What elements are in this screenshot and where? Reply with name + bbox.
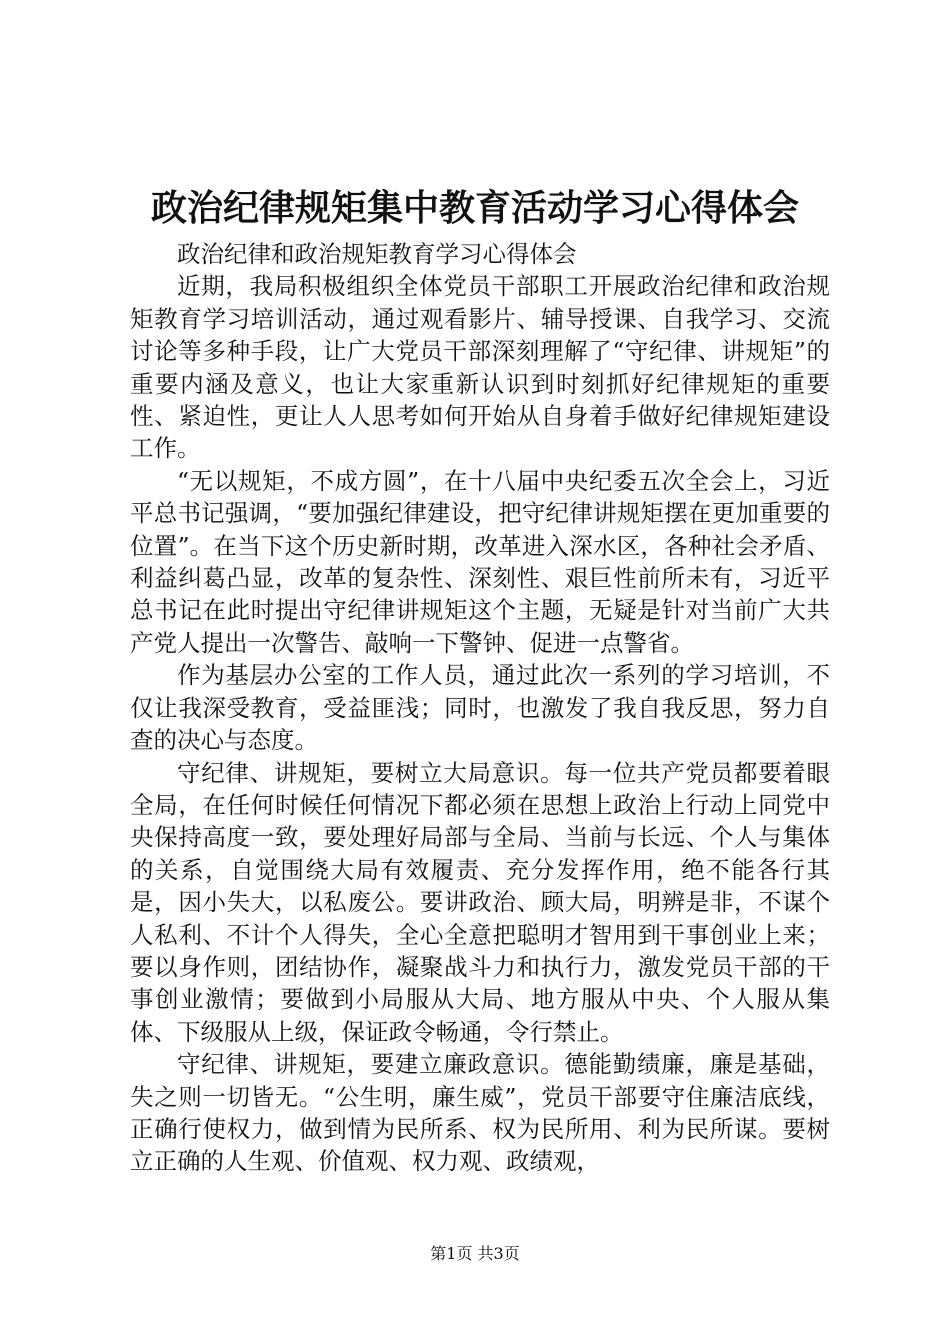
page-footer: 第1页 共3页 [430,1244,520,1263]
paragraph-4: 守纪律、讲规矩，要树立大局意识。每一位共产党员都要着眼全局，在任何时候任何情况下都必须在思想上政治上行动上同党中央保持高度一致，要处理好局部与全局、当前与长远、个人与集体的关系，自觉围绕大局有效履责、充分发挥作用，绝不能各行其是，因小失大，以私废公。要讲政治、顾大局，明辨是非，不谋个人私利、不计个人得失，全心全意把聪明才智用到干事创业上来；要以身作则，团结协作，凝聚战斗力和执行力，激发党员干部的干事创业激情；要做到小局服从大局、地方服从中央、个人服从集体、下级服从上级，保证政令畅通，令行禁止。 [130,758,830,1046]
paragraph-5: 守纪律、讲规矩，要建立廉政意识。德能勤绩廉，廉是基础，失之则一切皆无。“公生明，廉生威”，党员干部要守住廉洁底线，正确行使权力，做到情为民所系、权为民所用、利为民所谋。要树立正确的人生观、价值观、权力观、政绩观， [130,1050,830,1176]
paragraph-1: 近期，我局积极组织全体党员干部职工开展政治纪律和政治规矩教育学习培训活动，通过观看影片、辅导授课、自我学习、交流讨论等多种手段，让广大党员干部深刻理解了“守纪律、讲规矩”的重要内涵及意义，也让大家重新认识到时刻抓好纪律规矩的重要性、紧迫性，更让人人思考如何开始从自身着手做好纪律规矩建设工作。 [130,272,830,463]
document-subtitle: 政治纪律和政治规矩教育学习心得体会 [177,240,577,268]
paragraph-2: “无以规矩，不成方圆”，在十八届中央纪委五次全会上，习近平总书记强调，“要加强纪律建设，把守纪律讲规矩摆在更加重要的位置”。在当下这个历史新时期，改革进入深水区，各种社会矛盾、利益纠葛凸显，改革的复杂性、深刻性、艰巨性前所未有，习近平总书记在此时提出守纪律讲规矩这个主题，无疑是针对当前广大共产党人提出一次警告、敲响一下警钟、促进一点警省。 [130,466,830,657]
page-title: 政治纪律规矩集中教育活动学习心得体会 [150,187,799,229]
paragraph-3: 作为基层办公室的工作人员，通过此次一系列的学习培训，不仅让我深受教育，受益匪浅；同时，也激发了我自我反思，努力自查的决心与态度。 [130,661,830,755]
document-body [130,238,830,1178]
